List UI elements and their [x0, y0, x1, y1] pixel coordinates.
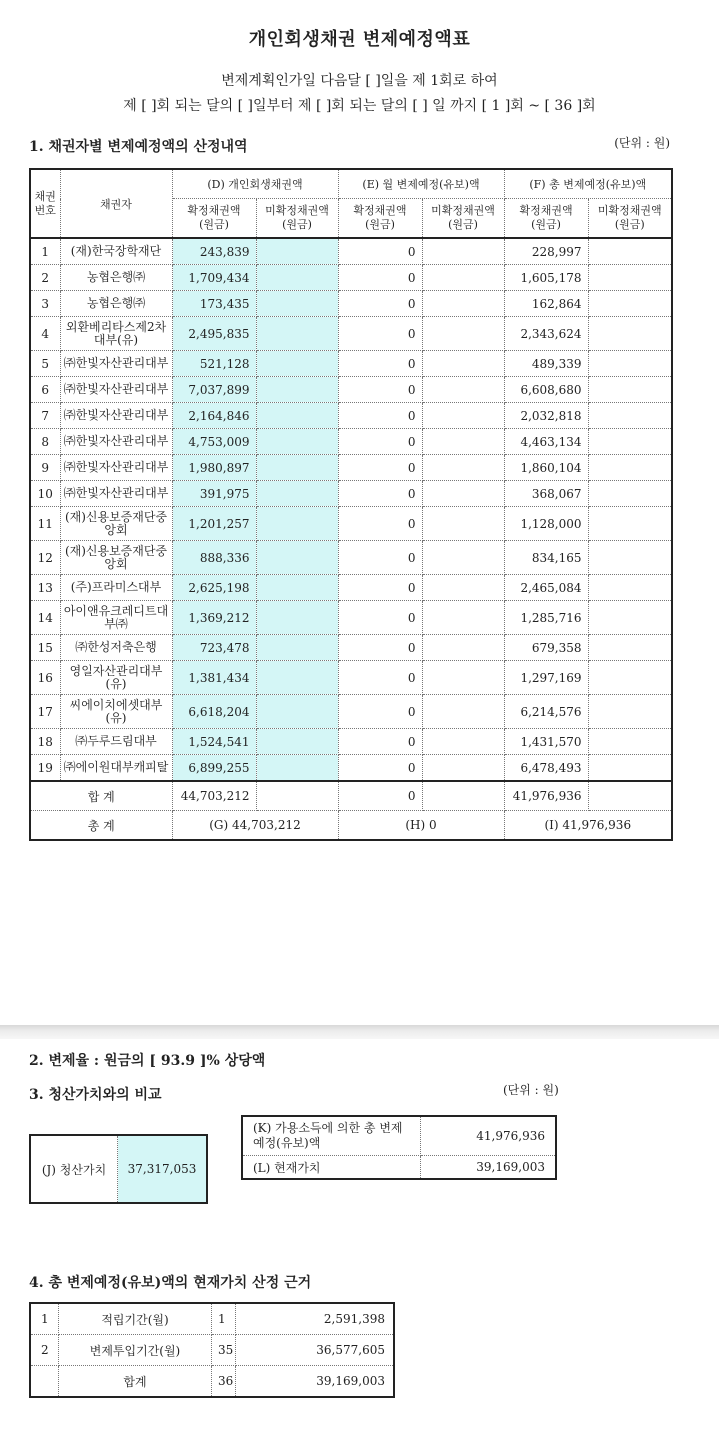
row-e-confirmed: 0 [338, 695, 422, 729]
row-f-confirmed: 489,339 [504, 351, 588, 377]
row-e-confirmed: 0 [338, 601, 422, 635]
row-d-confirmed: 2,625,198 [172, 575, 256, 601]
row-d-confirmed: 6,618,204 [172, 695, 256, 729]
document-title: 개인회생채권 변제예정액표 [248, 29, 471, 50]
row-e-unconfirmed [422, 601, 504, 635]
row-d-unconfirmed [256, 755, 338, 782]
row-d-confirmed: 6,899,255 [172, 755, 256, 782]
row-no: 14 [30, 601, 60, 635]
header-group-f: (F) 총 변제예정(유보)액 [504, 169, 672, 199]
row-e-confirmed: 0 [338, 661, 422, 695]
row-d-confirmed: 1,524,541 [172, 729, 256, 755]
row-d-unconfirmed [256, 291, 338, 317]
row-no: 11 [30, 507, 60, 541]
pv-amount: 2,591,398 [236, 1303, 395, 1335]
row-d-confirmed: 888,336 [172, 541, 256, 575]
row-d-confirmed: 243,839 [172, 238, 256, 265]
row-d-confirmed: 723,478 [172, 635, 256, 661]
row-d-unconfirmed [256, 541, 338, 575]
row-f-confirmed: 1,431,570 [504, 729, 588, 755]
header-f-confirmed: 확정채권액 (원금) [504, 199, 588, 239]
header-e-unconfirmed: 미확정채권액 (원금) [422, 199, 504, 239]
grand-total-row [30, 811, 672, 841]
row-no: 10 [30, 481, 60, 507]
page-separator [0, 1025, 719, 1039]
total-g: (G) 44,703,212 [172, 811, 338, 841]
row-creditor: (재)신용보증재단중 앙회 [60, 507, 172, 541]
table-row [30, 429, 672, 455]
row-e-unconfirmed [422, 575, 504, 601]
pv-label: 합계 [59, 1366, 212, 1398]
schedule-line-2: 제 [ ]회 되는 달의 [ ]일부터 제 [ ]회 되는 달의 [ ] 일 까지 [ 1 ]회 ~ [ 36 ]회 [123, 98, 596, 114]
row-e-unconfirmed [422, 429, 504, 455]
section-1-title: 1. 채권자별 변제예정액의 산정내역 [29, 139, 248, 155]
row-e-confirmed: 0 [338, 481, 422, 507]
pv-months: 35 [212, 1335, 236, 1366]
row-f-confirmed: 2,343,624 [504, 317, 588, 351]
row-f-confirmed: 1,605,178 [504, 265, 588, 291]
table-row [30, 481, 672, 507]
row-e-confirmed: 0 [338, 317, 422, 351]
header-e-confirmed: 확정채권액 (원금) [338, 199, 422, 239]
table-row [30, 1303, 394, 1335]
row-d-confirmed: 1,369,212 [172, 601, 256, 635]
row-f-confirmed: 1,285,716 [504, 601, 588, 635]
pv-no [30, 1366, 59, 1398]
row-no: 7 [30, 403, 60, 429]
row-creditor: ㈜한빛자산관리대부 [60, 351, 172, 377]
table-row [30, 403, 672, 429]
row-d-confirmed: 173,435 [172, 291, 256, 317]
row-d-unconfirmed [256, 601, 338, 635]
row-creditor: (재)신용보증재단중 앙회 [60, 541, 172, 575]
table-row [30, 695, 672, 729]
row-d-unconfirmed [256, 377, 338, 403]
row-f-unconfirmed [588, 481, 672, 507]
row-e-confirmed: 0 [338, 755, 422, 782]
row-d-unconfirmed [256, 455, 338, 481]
row-d-confirmed: 1,980,897 [172, 455, 256, 481]
row-d-unconfirmed [256, 403, 338, 429]
j-label: (J) 청산가치 [41, 1162, 107, 1177]
pv-label: 변제투입기간(월) [59, 1335, 212, 1366]
row-d-unconfirmed [256, 351, 338, 377]
header-d-unconfirmed: 미확정채권액 (원금) [256, 199, 338, 239]
row-creditor: 영일자산관리대부 (유) [60, 661, 172, 695]
row-f-confirmed: 6,214,576 [504, 695, 588, 729]
row-creditor: 아이앤유크레디트대 부㈜ [60, 601, 172, 635]
pv-months: 36 [212, 1366, 236, 1398]
row-no: 16 [30, 661, 60, 695]
row-creditor: 외환베리타스제2차 대부(유) [60, 317, 172, 351]
row-creditor: ㈜한빛자산관리대부 [60, 403, 172, 429]
row-d-unconfirmed [256, 481, 338, 507]
section-1-unit: (단위 : 원) [614, 136, 670, 150]
row-d-confirmed: 2,164,846 [172, 403, 256, 429]
row-e-confirmed: 0 [338, 635, 422, 661]
section-3-unit: (단위 : 원) [503, 1083, 559, 1097]
table-row [30, 601, 672, 635]
row-e-unconfirmed [422, 729, 504, 755]
row-f-unconfirmed [588, 455, 672, 481]
header-group-e: (E) 월 변제예정(유보)액 [338, 169, 504, 199]
row-e-unconfirmed [422, 403, 504, 429]
row-creditor: (주)프라미스대부 [60, 575, 172, 601]
row-d-unconfirmed [256, 238, 338, 265]
table-row [30, 507, 672, 541]
row-e-unconfirmed [422, 265, 504, 291]
row-no: 9 [30, 455, 60, 481]
header-d-confirmed: 확정채권액 (원금) [172, 199, 256, 239]
row-e-unconfirmed [422, 481, 504, 507]
row-f-unconfirmed [588, 755, 672, 782]
pv-label: 적립기간(월) [59, 1303, 212, 1335]
row-d-unconfirmed [256, 635, 338, 661]
table-header-row-1 [30, 169, 672, 199]
table-row [30, 1335, 394, 1366]
row-creditor: ㈜한성저축은행 [60, 635, 172, 661]
row-e-unconfirmed [422, 661, 504, 695]
row-no: 17 [30, 695, 60, 729]
row-d-confirmed: 1,201,257 [172, 507, 256, 541]
header-creditor: 채권자 [60, 169, 172, 238]
row-creditor: 씨에이치에셋대부 (유) [60, 695, 172, 729]
pv-months: 1 [212, 1303, 236, 1335]
row-e-confirmed: 0 [338, 729, 422, 755]
row-e-unconfirmed [422, 351, 504, 377]
sum-label: 합 계 [30, 781, 172, 811]
row-f-confirmed: 2,032,818 [504, 403, 588, 429]
table-row [30, 1366, 394, 1398]
schedule-line-1: 변제계획인가일 다음달 [ ]일을 제 1회로 하여 [221, 73, 498, 89]
row-d-unconfirmed [256, 265, 338, 291]
row-d-unconfirmed [256, 317, 338, 351]
table-row [30, 377, 672, 403]
row-no: 2 [30, 265, 60, 291]
sum-d-unconfirmed [256, 781, 338, 811]
pv-no: 1 [30, 1303, 59, 1335]
row-d-confirmed: 521,128 [172, 351, 256, 377]
row-creditor: ㈜에이원대부캐피탈 [60, 755, 172, 782]
row-e-unconfirmed [422, 291, 504, 317]
table-row [30, 755, 672, 782]
row-f-unconfirmed [588, 238, 672, 265]
table-row [30, 729, 672, 755]
row-f-unconfirmed [588, 575, 672, 601]
k-value: 41,976,936 [421, 1116, 557, 1156]
row-no: 19 [30, 755, 60, 782]
row-f-confirmed: 1,297,169 [504, 661, 588, 695]
row-creditor: ㈜두루드림대부 [60, 729, 172, 755]
row-creditor: ㈜한빛자산관리대부 [60, 377, 172, 403]
row-f-unconfirmed [588, 351, 672, 377]
row-e-unconfirmed [422, 238, 504, 265]
row-e-confirmed: 0 [338, 265, 422, 291]
row-no: 12 [30, 541, 60, 575]
row-f-unconfirmed [588, 601, 672, 635]
row-f-confirmed: 679,358 [504, 635, 588, 661]
row-f-confirmed: 1,128,000 [504, 507, 588, 541]
repayment-value-table [241, 1115, 557, 1180]
row-no: 18 [30, 729, 60, 755]
row-creditor: 농협은행㈜ [60, 265, 172, 291]
section-2-title: 2. 변제율 : 원금의 [ 93.9 ]% 상당액 [29, 1053, 266, 1069]
row-creditor: ㈜한빛자산관리대부 [60, 455, 172, 481]
row-f-confirmed: 1,860,104 [504, 455, 588, 481]
row-e-unconfirmed [422, 317, 504, 351]
row-creditor: 농협은행㈜ [60, 291, 172, 317]
row-f-unconfirmed [588, 695, 672, 729]
section-3-title: 3. 청산가치와의 비교 [29, 1087, 162, 1103]
row-e-unconfirmed [422, 755, 504, 782]
row-f-unconfirmed [588, 377, 672, 403]
row-f-confirmed: 6,478,493 [504, 755, 588, 782]
row-e-unconfirmed [422, 455, 504, 481]
pv-amount: 39,169,003 [236, 1366, 395, 1398]
j-value: 37,317,053 [118, 1135, 208, 1203]
row-no: 8 [30, 429, 60, 455]
row-no: 3 [30, 291, 60, 317]
row-e-confirmed: 0 [338, 403, 422, 429]
row-e-confirmed: 0 [338, 507, 422, 541]
row-d-confirmed: 4,753,009 [172, 429, 256, 455]
row-e-unconfirmed [422, 695, 504, 729]
table-row [30, 635, 672, 661]
table-row [30, 575, 672, 601]
row-d-confirmed: 1,709,434 [172, 265, 256, 291]
table-row [30, 541, 672, 575]
row-f-unconfirmed [588, 541, 672, 575]
row-d-unconfirmed [256, 661, 338, 695]
row-f-confirmed: 834,165 [504, 541, 588, 575]
row-d-unconfirmed [256, 729, 338, 755]
table-row [30, 661, 672, 695]
sum-e-unconfirmed [422, 781, 504, 811]
sum-f: 41,976,936 [504, 781, 588, 811]
row-e-confirmed: 0 [338, 238, 422, 265]
section-4-title: 4. 총 변제예정(유보)액의 현재가치 산정 근거 [29, 1275, 312, 1291]
row-f-confirmed: 228,997 [504, 238, 588, 265]
row-f-unconfirmed [588, 661, 672, 695]
row-f-unconfirmed [588, 265, 672, 291]
row-d-unconfirmed [256, 695, 338, 729]
row-f-unconfirmed [588, 507, 672, 541]
row-no: 15 [30, 635, 60, 661]
row-f-confirmed: 4,463,134 [504, 429, 588, 455]
sum-f-unconfirmed [588, 781, 672, 811]
creditor-rows [30, 238, 672, 781]
row-no: 13 [30, 575, 60, 601]
row-d-confirmed: 7,037,899 [172, 377, 256, 403]
row-e-unconfirmed [422, 507, 504, 541]
sum-row [30, 781, 672, 811]
table-row [30, 351, 672, 377]
row-no: 1 [30, 238, 60, 265]
row-e-unconfirmed [422, 635, 504, 661]
row-e-unconfirmed [422, 541, 504, 575]
row-no: 5 [30, 351, 60, 377]
table-row [30, 238, 672, 265]
row-f-unconfirmed [588, 429, 672, 455]
row-d-unconfirmed [256, 429, 338, 455]
l-value: 39,169,003 [421, 1156, 557, 1180]
row-e-confirmed: 0 [338, 377, 422, 403]
row-f-unconfirmed [588, 291, 672, 317]
sum-e: 0 [338, 781, 422, 811]
header-f-unconfirmed: 미확정채권액 (원금) [588, 199, 672, 239]
row-d-confirmed: 1,381,434 [172, 661, 256, 695]
row-e-confirmed: 0 [338, 351, 422, 377]
page-2 [0, 1039, 719, 1433]
row-no: 6 [30, 377, 60, 403]
row-d-unconfirmed [256, 575, 338, 601]
row-f-unconfirmed [588, 403, 672, 429]
row-creditor: (재)한국장학재단 [60, 238, 172, 265]
liquidation-value-table [29, 1134, 208, 1204]
creditor-repayment-table [29, 168, 673, 841]
row-creditor: ㈜한빛자산관리대부 [60, 429, 172, 455]
row-f-confirmed: 2,465,084 [504, 575, 588, 601]
row-e-confirmed: 0 [338, 429, 422, 455]
row-e-confirmed: 0 [338, 291, 422, 317]
l-label: (L) 현재가치 [242, 1156, 421, 1180]
row-f-unconfirmed [588, 317, 672, 351]
table-row [30, 291, 672, 317]
row-f-confirmed: 368,067 [504, 481, 588, 507]
total-label: 총 계 [30, 811, 172, 841]
present-value-table [29, 1302, 395, 1398]
pv-amount: 36,577,605 [236, 1335, 395, 1366]
total-i: (I) 41,976,936 [504, 811, 672, 841]
row-e-unconfirmed [422, 377, 504, 403]
sum-d: 44,703,212 [172, 781, 256, 811]
k-label: (K) 가용소득에 의한 총 변제 예정(유보)액 [242, 1116, 421, 1156]
row-e-confirmed: 0 [338, 541, 422, 575]
row-d-confirmed: 2,495,835 [172, 317, 256, 351]
row-d-unconfirmed [256, 507, 338, 541]
row-creditor: ㈜한빛자산관리대부 [60, 481, 172, 507]
table-row [30, 455, 672, 481]
table-row [30, 265, 672, 291]
row-d-confirmed: 391,975 [172, 481, 256, 507]
row-no: 4 [30, 317, 60, 351]
row-e-confirmed: 0 [338, 455, 422, 481]
table-row [30, 317, 672, 351]
row-f-confirmed: 6,608,680 [504, 377, 588, 403]
header-group-d: (D) 개인회생채권액 [172, 169, 338, 199]
row-f-unconfirmed [588, 729, 672, 755]
header-creditor-no: 채권 번호 [30, 169, 60, 238]
total-h: (H) 0 [338, 811, 504, 841]
row-f-unconfirmed [588, 635, 672, 661]
row-e-confirmed: 0 [338, 575, 422, 601]
pv-no: 2 [30, 1335, 59, 1366]
row-f-confirmed: 162,864 [504, 291, 588, 317]
